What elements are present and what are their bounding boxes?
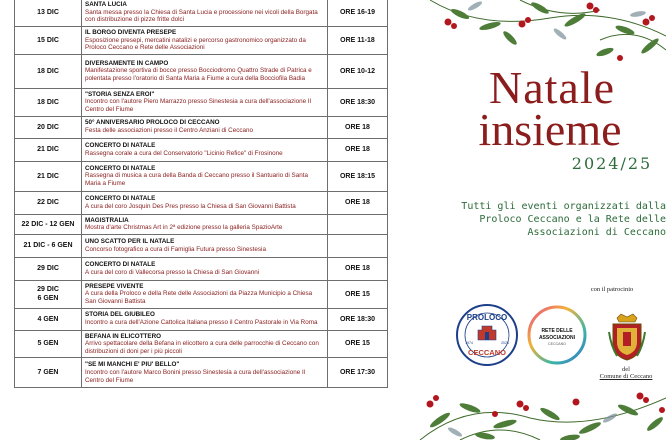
proloco-year-right: 2024 xyxy=(501,341,509,345)
subtitle xyxy=(444,200,666,239)
table-row xyxy=(15,214,388,234)
table-row xyxy=(15,138,388,161)
proloco-bottom-text: CECCANO xyxy=(468,348,506,357)
event-time: ORE 16-19 xyxy=(328,0,388,27)
event-cell xyxy=(82,54,328,88)
title-line-2: insieme xyxy=(478,104,622,155)
event-title: MAGISTRALIA xyxy=(85,216,129,224)
table-row xyxy=(15,161,388,191)
event-cell xyxy=(82,234,328,257)
event-title: CONCERTO DI NATALE xyxy=(85,164,156,172)
event-title: CONCERTO DI NATALE xyxy=(85,194,156,202)
event-time xyxy=(328,214,388,234)
table-row xyxy=(15,88,388,116)
event-title: PRESEPE VIVENTE xyxy=(85,282,144,290)
event-date: 4 GEN xyxy=(15,308,82,330)
event-description: Incontro con l'autore Marco Bonini presso Sinestesia a cura dell'associazione Il Centro del Fiume xyxy=(85,369,306,384)
event-description: Rassegna corale a cura del Conservatorio "Licinio Refice" di Frosinone xyxy=(85,149,283,157)
event-description: A cura della Proloco e della Rete delle Associazioni da Piazza Municipio a Chiesa San Giovanni Battista xyxy=(85,290,313,305)
event-cell xyxy=(82,214,328,234)
event-title: IL BORGO DIVENTA PRESEPE xyxy=(85,29,177,36)
title-line-1: Natale xyxy=(488,62,616,113)
rete-line-2: ASSOCIAZIONI xyxy=(538,335,576,341)
event-description: Manifestazione sportiva di bocce presso Bocciodromo Quattro Strade di Patrica e polentata presso l'oratorio di Santa Maria a Fiume a cura della Bocciofila Badia xyxy=(85,67,312,83)
table-row xyxy=(15,358,388,388)
table-row xyxy=(15,234,388,257)
event-cell xyxy=(82,280,328,308)
right-panel xyxy=(400,0,666,440)
event-time: ORE 10-12 xyxy=(328,54,388,88)
event-cell xyxy=(82,88,328,116)
event-description: Concorso fotografico a cura di Famiglia Futura presso Sinestesia xyxy=(85,245,266,253)
comune-prefix: del xyxy=(622,366,630,373)
event-description: Esposizione presepi, mercatini natalizi e percorso gastronomico organizzato da Proloco Ceccano e Rete delle Associazioni xyxy=(85,36,306,52)
event-time: ORE 18:30 xyxy=(328,308,388,330)
event-title: SANTA LUCIA xyxy=(85,1,127,9)
subtitle-line-3: Associazioni di Ceccano xyxy=(527,227,666,238)
comune-label xyxy=(586,366,666,380)
event-description: Incontro con l'autore Piero Marrazzo presso Sinestesia a cura dell'associazione Il Centro del Fiume xyxy=(85,98,312,113)
event-title: CONCERTO DI NATALE xyxy=(85,141,156,149)
table-row xyxy=(15,116,388,138)
event-date: 21 DIC xyxy=(15,161,82,191)
event-description: A cura del coro di Vallecorsa presso la Chiesa di San Giovanni xyxy=(85,268,260,276)
event-date: 7 GEN xyxy=(15,358,82,388)
event-time xyxy=(328,234,388,257)
event-title: "STORIA SENZA EROI" xyxy=(85,90,155,98)
event-description: Incontro a cura dell'Azione Cattolica Italiana presso il Centro Pastorale in Via Roma xyxy=(85,319,318,327)
table-row xyxy=(15,54,388,88)
events-table xyxy=(14,0,388,388)
event-title: DIVERSAMENTE IN CAMPO xyxy=(85,59,169,67)
proloco-top-text: PROLOCO xyxy=(466,313,508,322)
patronage-label: con il patrocinio xyxy=(590,286,634,293)
comune-name: Comune di Ceccano xyxy=(599,373,653,380)
event-date: 21 DIC xyxy=(15,138,82,161)
event-cell xyxy=(82,308,328,330)
event-date: 20 DIC xyxy=(15,116,82,138)
event-cell xyxy=(82,191,328,214)
event-cell xyxy=(82,116,328,138)
event-title: "SE MI MANCHI E' PIU' BELLO" xyxy=(85,361,180,369)
event-description: A cura del coro Josquin Des Pres presso la Chiesa di San Giovanni Battista xyxy=(85,202,296,210)
subtitle-line-2: Proloco Ceccano e la Rete delle xyxy=(479,214,666,225)
event-description: Festa delle associazioni presso il Centro Anziani di Ceccano xyxy=(85,127,254,135)
event-time: ORE 15 xyxy=(328,280,388,308)
event-date: 22 DIC xyxy=(15,191,82,214)
event-date: 29 DIC xyxy=(15,257,82,280)
event-time: ORE 18:30 xyxy=(328,88,388,116)
table-row xyxy=(15,191,388,214)
event-cell xyxy=(82,257,328,280)
title-years: 2024/25 xyxy=(571,154,653,173)
event-date: 18 DIC xyxy=(15,88,82,116)
event-title: STORIA DEL GIUBILEO xyxy=(85,311,155,319)
table-row xyxy=(15,0,388,27)
table-row xyxy=(15,257,388,280)
event-time: ORE 15 xyxy=(328,330,388,358)
event-date: 22 DIC - 12 GEN xyxy=(15,214,82,234)
event-time: ORE 18 xyxy=(328,257,388,280)
event-description: Mostra d'arte Christmas Art in 2ª edizione presso la galleria SpazioArte xyxy=(85,224,283,232)
event-date: 18 DIC xyxy=(15,54,82,88)
table-row xyxy=(15,27,388,55)
event-date: 5 GEN xyxy=(15,330,82,358)
event-time: ORE 18:15 xyxy=(328,161,388,191)
event-date: 29 DIC 6 GEN xyxy=(15,280,82,308)
event-description: Rassegna di musica a cura della Banda di Ceccano presso il Santuario di Santa Maria a Fiume xyxy=(85,172,308,187)
event-description: Arrivo spettacolare della Befana in elicottero a cura delle parrocchie di Ceccano con distribuzioni di doni per i più piccoli xyxy=(85,340,319,355)
rete-line-3: CECCANO xyxy=(548,342,566,346)
table-row xyxy=(15,280,388,308)
proloco-logo xyxy=(456,304,518,366)
event-cell xyxy=(82,0,328,27)
event-time: ORE 18 xyxy=(328,138,388,161)
event-cell xyxy=(82,161,328,191)
rete-line-1: RETE DELLE xyxy=(541,328,573,334)
event-description: Santa messa presso la Chiesa di Santa Lucia e processione nei vicoli della Borgata con distribuzione di pizze fritte dolci xyxy=(85,8,318,24)
event-title: BEFANA IN ELICOTTERO xyxy=(85,332,162,340)
event-time: ORE 18 xyxy=(328,116,388,138)
event-title: UNO SCATTO PER IL NATALE xyxy=(85,238,175,246)
event-title: 50° ANNIVERSARIO PROLOCO DI CECCANO xyxy=(85,119,220,127)
event-cell xyxy=(82,138,328,161)
event-title: CONCERTO DI NATALE xyxy=(85,261,156,269)
event-date: 13 DIC xyxy=(15,0,82,27)
event-time: ORE 18 xyxy=(328,191,388,214)
comune-crest-logo xyxy=(607,312,647,362)
event-date: 21 DIC - 6 GEN xyxy=(15,234,82,257)
event-time: ORE 11-18 xyxy=(328,27,388,55)
event-cell xyxy=(82,330,328,358)
table-row xyxy=(15,330,388,358)
rete-associazioni-logo xyxy=(527,305,587,365)
subtitle-line-1: Tutti gli eventi organizzati dalla xyxy=(461,201,666,212)
event-cell xyxy=(82,27,328,55)
proloco-year-left: 1974 xyxy=(465,341,473,345)
event-cell xyxy=(82,358,328,388)
table-row xyxy=(15,308,388,330)
event-time: ORE 17:30 xyxy=(328,358,388,388)
event-date: 15 DIC xyxy=(15,27,82,55)
